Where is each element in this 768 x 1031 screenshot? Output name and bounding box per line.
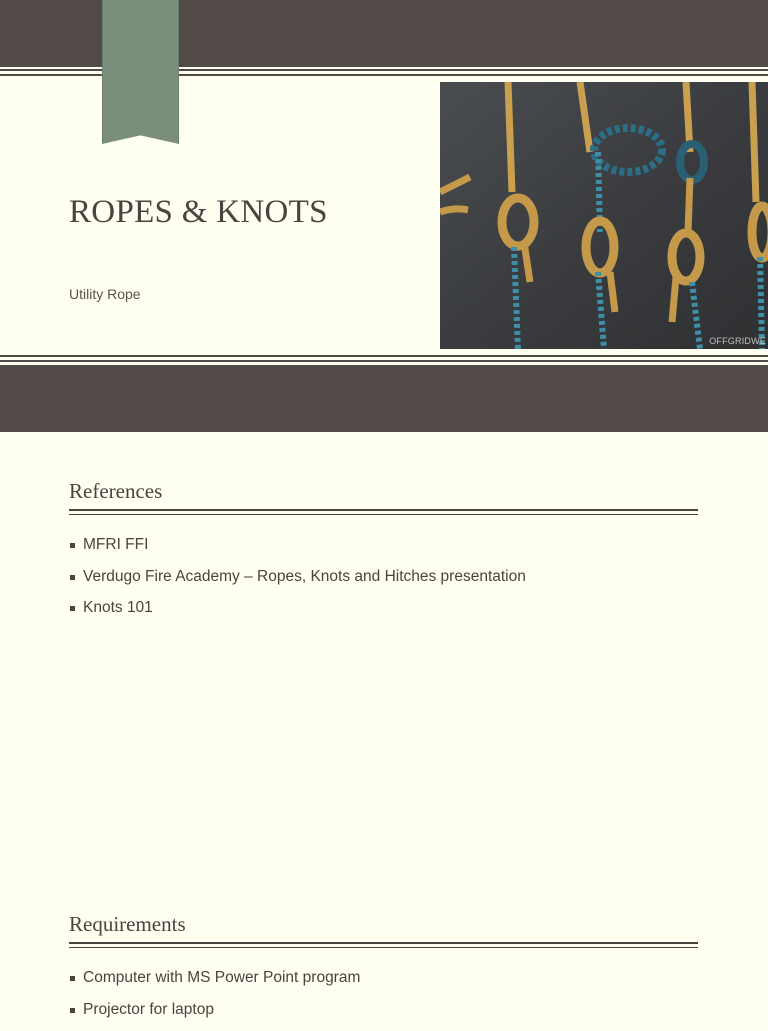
slide-subtitle: Utility Rope	[69, 286, 141, 302]
references-list	[69, 535, 526, 630]
references-heading: References	[69, 479, 162, 504]
list-item: Verdugo Fire Academy – Ropes, Knots and Hitches presentation	[69, 567, 526, 599]
references-rule-thin	[69, 514, 698, 515]
bookmark-ribbon	[102, 0, 179, 144]
list-item: Projector for laptop	[69, 1000, 360, 1031]
knots-illustration	[440, 82, 768, 349]
requirements-heading: Requirements	[69, 912, 186, 937]
knots-photo	[440, 82, 768, 349]
requirements-list	[69, 968, 360, 1031]
photo-watermark: OFFGRIDWE	[709, 336, 766, 346]
requirements-rule-thin	[69, 947, 698, 948]
references-rule	[69, 509, 698, 511]
slide-title: ROPES & KNOTS	[69, 194, 328, 231]
list-item: Knots 101	[69, 598, 526, 630]
list-item: MFRI FFI	[69, 535, 526, 567]
bottom-band	[0, 365, 768, 432]
footer-divider-line	[0, 360, 768, 362]
list-item: Computer with MS Power Point program	[69, 968, 360, 1000]
requirements-rule	[69, 942, 698, 944]
footer-divider-line-thin	[0, 355, 768, 357]
